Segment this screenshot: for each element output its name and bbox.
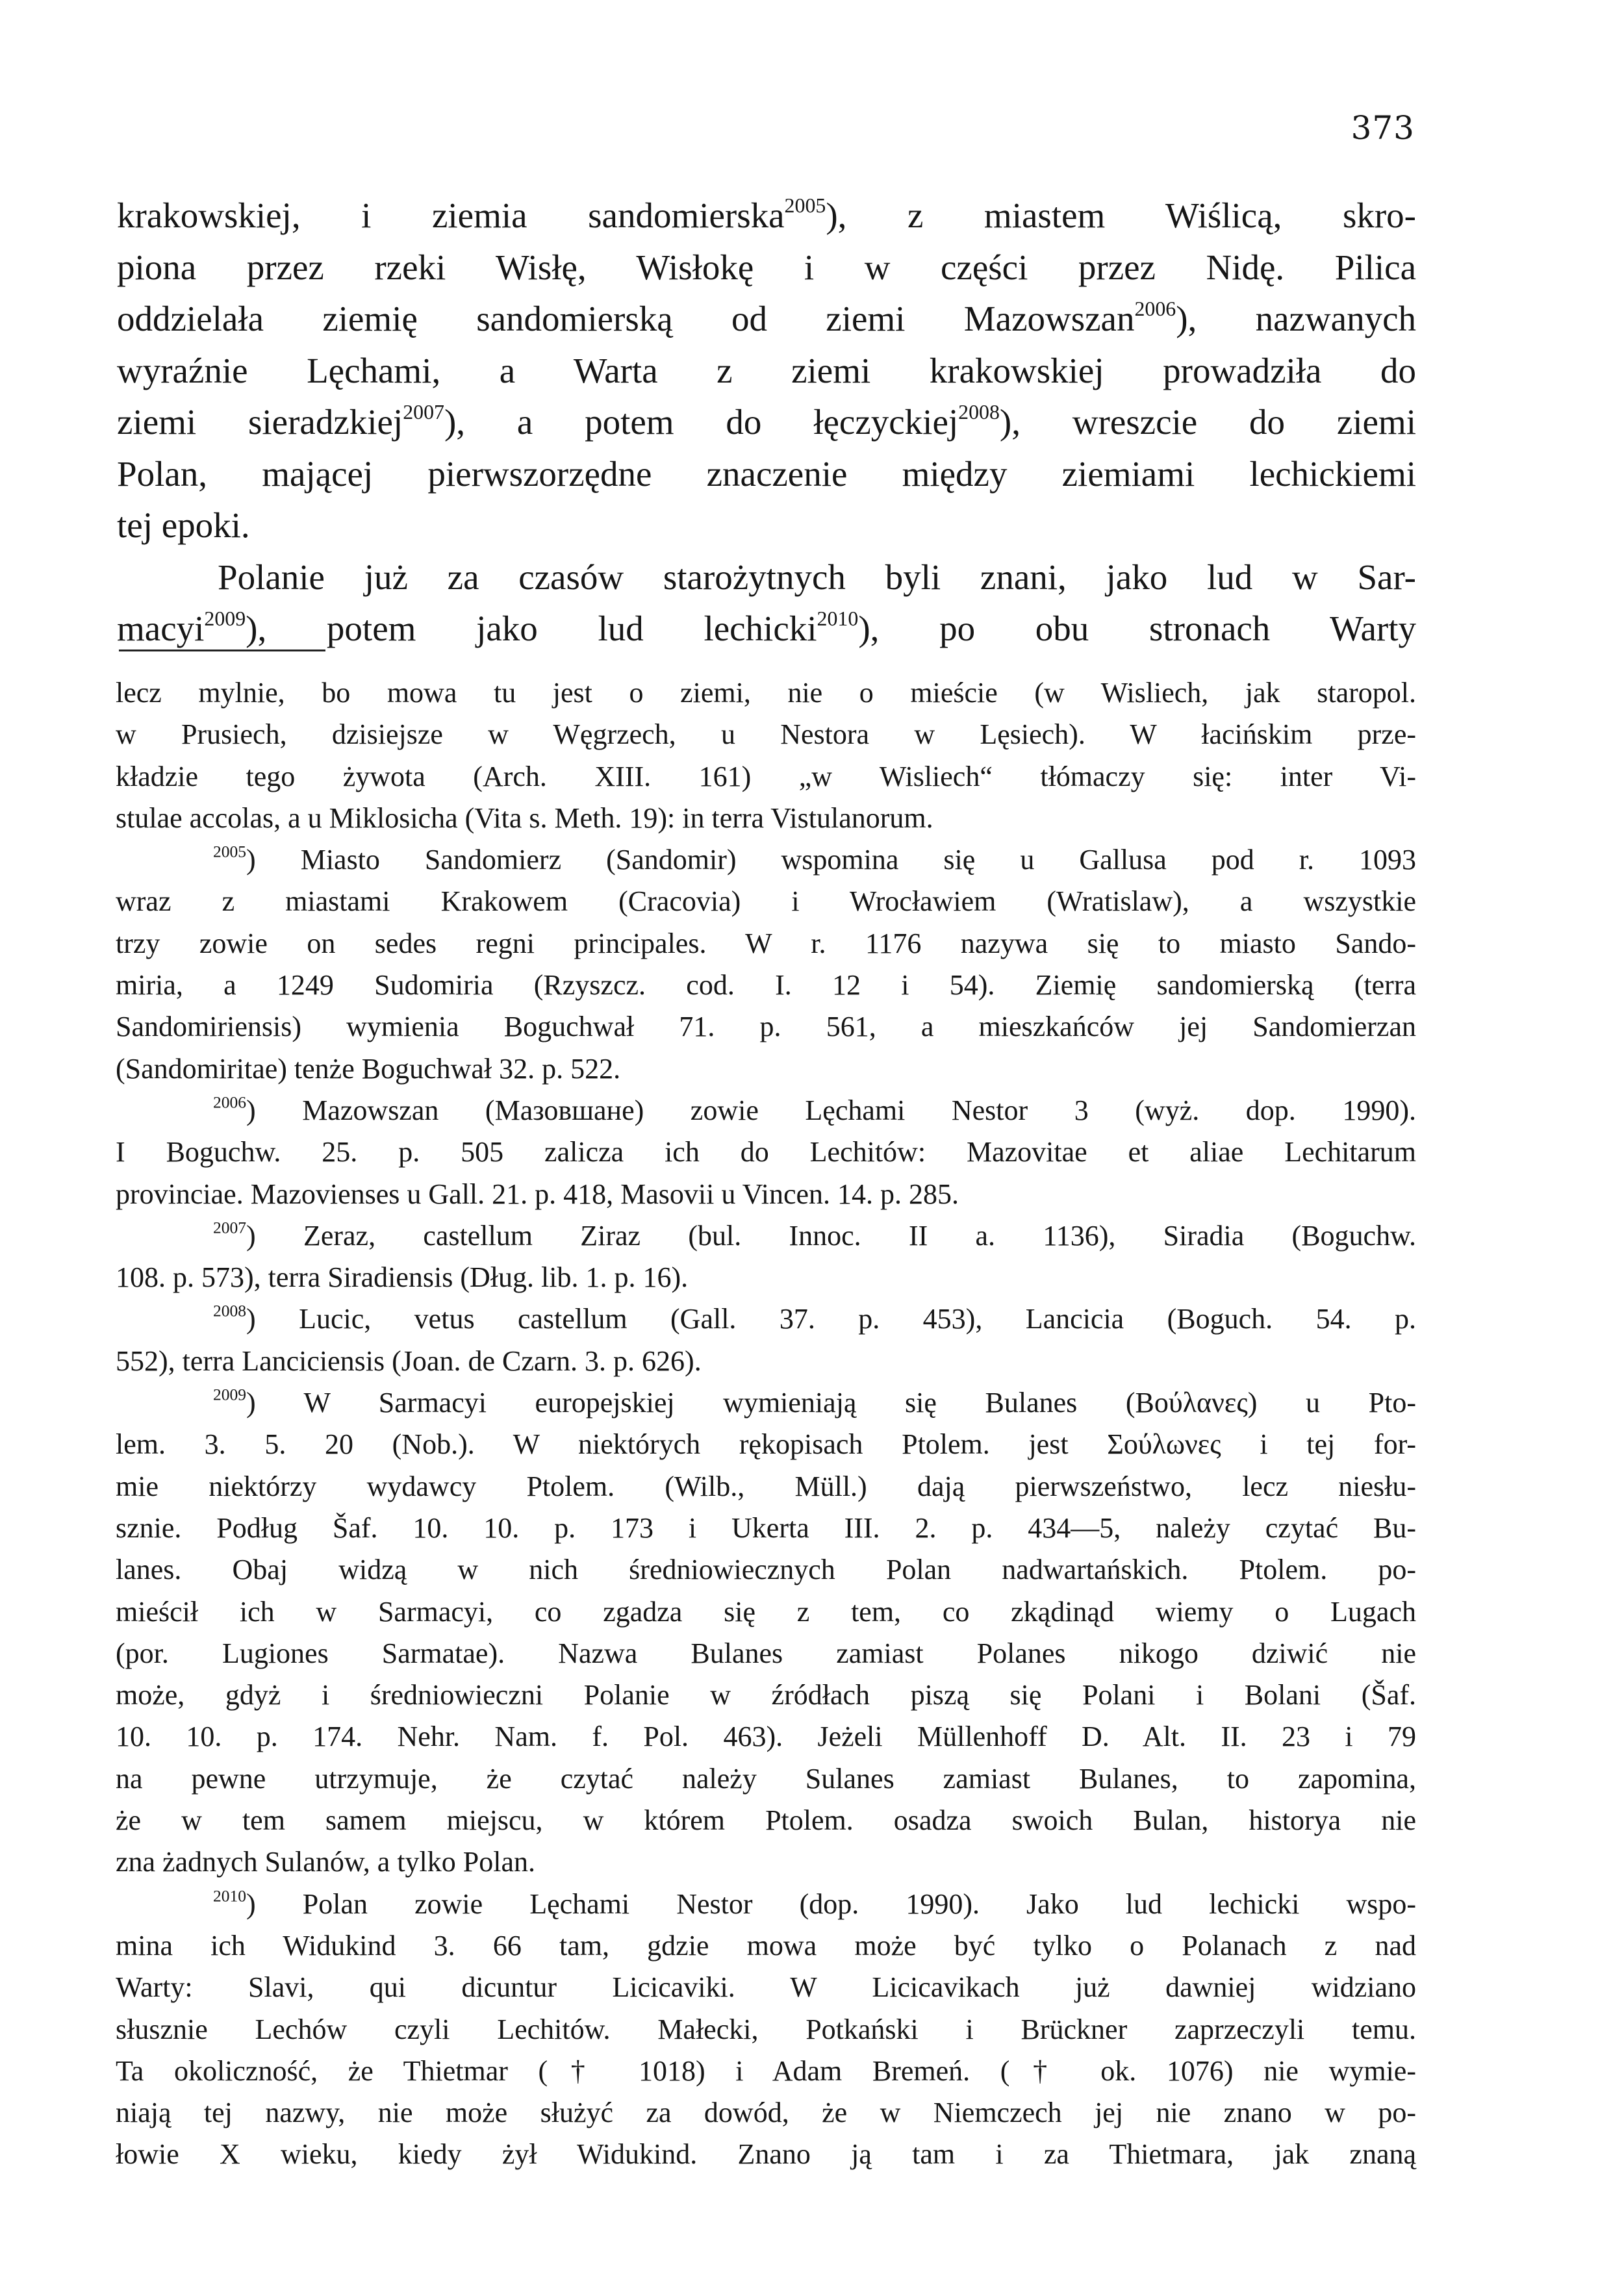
footnote-line xyxy=(116,1257,1416,1298)
line-text: 108. p. 573), terra Siradiensis (Dług. lib. 1. p. 16). xyxy=(116,1261,689,1294)
line-text: niają tej nazwy, nie może służyć za dowód, że w Niemczech jej nie znano w po- xyxy=(116,2097,1416,2129)
footnote-line xyxy=(116,1925,1416,1967)
line-text: na pewne utrzymuje, że czytać należy Sulanes zamiast Bulanes, to zapomina, xyxy=(116,1762,1416,1795)
line-text: sznie. Podług Šaf. 10. 10. p. 173 i Ukerta III. 2. p. 434—5, należy czytać Bu- xyxy=(116,1511,1416,1544)
line-text: kładzie tego żywota (Arch. XIII. 161) „w Wisliech“ tłómaczy się: inter Vi- xyxy=(116,760,1416,792)
line-text: ) Polan zowie Lęchami Nestor (dop. 1990). Jako lud lechicki wspo- xyxy=(246,1887,1416,1920)
footnote-line xyxy=(116,1967,1416,2008)
line-text: mina ich Widukind 3. 66 tam, gdzie mowa może być tylko o Polanach z nad xyxy=(116,1929,1416,1962)
footnote-line xyxy=(116,1591,1416,1633)
footnote-line xyxy=(116,965,1416,1006)
footnote-ref: 2009 xyxy=(204,607,246,631)
page-number: 373 xyxy=(1351,109,1415,147)
line-text: ) Lucic, vetus castellum (Gall. 37. p. 453), Lancicia (Boguch. 54. p. xyxy=(246,1303,1416,1335)
footnote-line xyxy=(116,1424,1416,1465)
line-text: ) Zeraz, castellum Ziraz (bul. Innoc. II a. 1136), Siradia (Boguchw. xyxy=(246,1219,1416,1252)
footnote-ref: 2006 xyxy=(1134,297,1176,321)
main-text xyxy=(117,190,1416,655)
line-text: ), wreszcie do ziemi xyxy=(999,402,1416,442)
footnote-line xyxy=(116,2092,1416,2134)
footnote-line xyxy=(116,1466,1416,1508)
line-text: ) W Sarmacyi europejskiej wymieniają się Bulanes (Βούλανες) u Pto- xyxy=(246,1387,1416,1419)
line-text: łowie X wieku, kiedy żył Widukind. Znano ją tam i za Thietmara, jak znaną xyxy=(116,2138,1416,2171)
footnote-ref: 2006 xyxy=(213,1092,247,1112)
line-text: miria, a 1249 Sudomiria (Rzyszcz. cod. I. 12 i 54). Ziemię sandomierską (terra xyxy=(116,969,1416,1002)
footnote-line xyxy=(116,1341,1416,1382)
line-text: trzy zowie on sedes regni principales. W r. 1176 nazywa się to miasto Sando- xyxy=(116,927,1416,959)
line-text: tej epoki. xyxy=(117,505,250,545)
line-text: stulae accolas, a u Miklosicha (Vita s. Meth. 19): in terra Vistulanorum. xyxy=(116,801,933,834)
line-text: (Sandomiritae) tenże Boguchwał 32. p. 522. xyxy=(116,1052,621,1085)
footnote-ref: 2010 xyxy=(213,1886,247,1906)
line-text: krakowskiej, i ziemia sandomierska xyxy=(117,196,785,235)
footnote-ref: 2008 xyxy=(958,401,1000,424)
footnote-line xyxy=(116,1006,1416,1048)
footnote-ref: 2008 xyxy=(213,1302,247,1321)
footnote-line xyxy=(116,714,1416,755)
footnote-line xyxy=(116,1508,1416,1549)
text-line xyxy=(117,190,1416,242)
footnote-separator xyxy=(119,650,325,651)
line-text: słusznie Lechów czyli Lechitów. Małecki, Potkański i Brückner zaprzeczyli temu. xyxy=(116,2013,1416,2045)
line-text: w Prusiech, dzisiejsze w Węgrzech, u Nestora w Lęsiech). W łacińskim prze- xyxy=(116,718,1416,751)
text-line xyxy=(117,242,1416,294)
line-text: może, gdyż i średniowieczni Polanie w źródłach piszą się Polani i Bolani (Šaf. xyxy=(116,1679,1416,1711)
line-text: Sandomiriensis) wymienia Boguchwał 71. p. 561, a mieszkańców jej Sandomierzan xyxy=(116,1011,1416,1043)
text-line xyxy=(117,345,1416,397)
line-text: mieścił ich w Sarmacyi, co zgadza się z tem, co zkądinąd wiemy o Lugach xyxy=(116,1595,1416,1628)
line-text: I Boguchw. 25. p. 505 zalicza ich do Lechitów: Mazovitae et aliae Lechitarum xyxy=(116,1136,1416,1168)
footnote-line xyxy=(116,1674,1416,1716)
line-text: lanes. Obaj widzą w nich średniowiecznych Polan nadwartańskich. Ptolem. po- xyxy=(116,1554,1416,1586)
line-text: Polanie już za czasów starożytnych byli znani, jako lud w Sar- xyxy=(218,557,1416,597)
footnote-line xyxy=(116,2009,1416,2050)
line-text: ) Miasto Sandomierz (Sandomir) wspomina się u Gallusa pod r. 1093 xyxy=(246,844,1416,876)
footnote-line xyxy=(116,2134,1416,2175)
footnote-line xyxy=(116,1549,1416,1591)
footnote-line xyxy=(116,1174,1416,1215)
footnote-ref: 2005 xyxy=(784,194,826,218)
text-line xyxy=(117,499,1416,551)
footnote-line xyxy=(116,1298,1416,1340)
footnote-line xyxy=(116,1884,1416,1925)
footnote-ref: 2007 xyxy=(403,401,444,424)
footnote-line xyxy=(116,1633,1416,1674)
line-text: macyi xyxy=(117,609,205,648)
line-text: ), po obu stronach Warty xyxy=(858,609,1416,648)
footnote-line xyxy=(116,923,1416,965)
footnote-line xyxy=(116,1215,1416,1257)
line-text: że w tem samem miejscu, w którem Ptolem. osadza swoich Bulan, historya nie xyxy=(116,1804,1416,1837)
line-text: oddzielała ziemię sandomierską od ziemi Mazowszan xyxy=(117,299,1135,338)
line-text: wraz z miastami Krakowem (Cracovia) i Wrocławiem (Wratislaw), a wszystkie xyxy=(116,885,1416,918)
footnote-line xyxy=(116,1048,1416,1090)
line-text: wyraźnie Lęchami, a Warta z ziemi krakowskiej prowadziła do xyxy=(117,350,1416,390)
line-text: ), nazwanych xyxy=(1176,299,1416,338)
footnote-ref: 2010 xyxy=(817,607,859,631)
footnotes xyxy=(116,672,1416,2176)
line-text: 10. 10. p. 174. Nehr. Nam. f. Pol. 463). Jeżeli Müllenhoff D. Alt. II. 23 i 79 xyxy=(116,1721,1416,1753)
line-text: 552), terra Lanciciensis (Joan. de Czarn. 3. p. 626). xyxy=(116,1344,702,1377)
text-line xyxy=(117,396,1416,448)
footnote-ref: 2009 xyxy=(213,1385,247,1404)
line-text: provinciae. Mazovienses u Gall. 21. p. 418, Masovii u Vincen. 14. p. 285. xyxy=(116,1178,959,1210)
footnote-line xyxy=(116,1382,1416,1424)
text-line xyxy=(117,551,1416,603)
footnote-line xyxy=(116,672,1416,714)
text-line xyxy=(117,293,1416,345)
footnote-line xyxy=(116,756,1416,798)
line-text: (por. Lugiones Sarmatae). Nazwa Bulanes zamiast Polanes nikogo dziwić nie xyxy=(116,1637,1416,1669)
footnote-line xyxy=(116,1841,1416,1883)
line-text: ) Mazowszan (Мазовшане) zowie Lęchami Nestor 3 (wyż. dop. 1990). xyxy=(246,1094,1416,1126)
text-line xyxy=(117,448,1416,500)
footnote-line xyxy=(116,798,1416,839)
footnote-line xyxy=(116,881,1416,922)
line-text: ), potem jako lud lechicki xyxy=(246,609,817,648)
line-text: Polan, mającej pierwszorzędne znaczenie między ziemiami lechickiemi xyxy=(117,453,1416,494)
line-text: ), a potem do łęczyckiej xyxy=(444,402,959,442)
footnote-line xyxy=(116,1131,1416,1173)
text-line xyxy=(117,603,1416,655)
line-text: lecz mylnie, bo mowa tu jest o ziemi, nie o mieście (w Wisliech, jak staropol. xyxy=(116,677,1416,709)
line-text: zna żadnych Sulanów, a tylko Polan. xyxy=(116,1846,535,1878)
footnote-ref: 2007 xyxy=(213,1218,247,1237)
footnote-line xyxy=(116,1090,1416,1131)
line-text: Warty: Slavi, qui dicuntur Licicaviki. W Licicavikach już dawniej widziano xyxy=(116,1971,1416,2004)
line-text: Ta okoliczność, że Thietmar († 1018) i Adam Bremeń. († ok. 1076) nie wymie- xyxy=(116,2054,1416,2087)
footnote-line xyxy=(116,1716,1416,1758)
footnote-line xyxy=(116,1758,1416,1800)
footnote-line xyxy=(116,2050,1416,2092)
line-text: piona przez rzeki Wisłę, Wisłokę i w części przez Nidę. Pilica xyxy=(117,247,1416,287)
footnote-line xyxy=(116,839,1416,881)
line-text: ziemi sieradzkiej xyxy=(117,402,403,442)
line-text: mie niektórzy wydawcy Ptolem. (Wilb., Müll.) dają pierwszeństwo, lecz niesłu- xyxy=(116,1470,1416,1502)
footnote-ref: 2005 xyxy=(213,842,247,861)
line-text: ), z miastem Wiślicą, skro- xyxy=(826,196,1416,235)
line-text: lem. 3. 5. 20 (Nob.). W niektórych rękopisach Ptolem. jest Σούλωνες i tej for- xyxy=(116,1428,1416,1461)
footnote-line xyxy=(116,1800,1416,1841)
